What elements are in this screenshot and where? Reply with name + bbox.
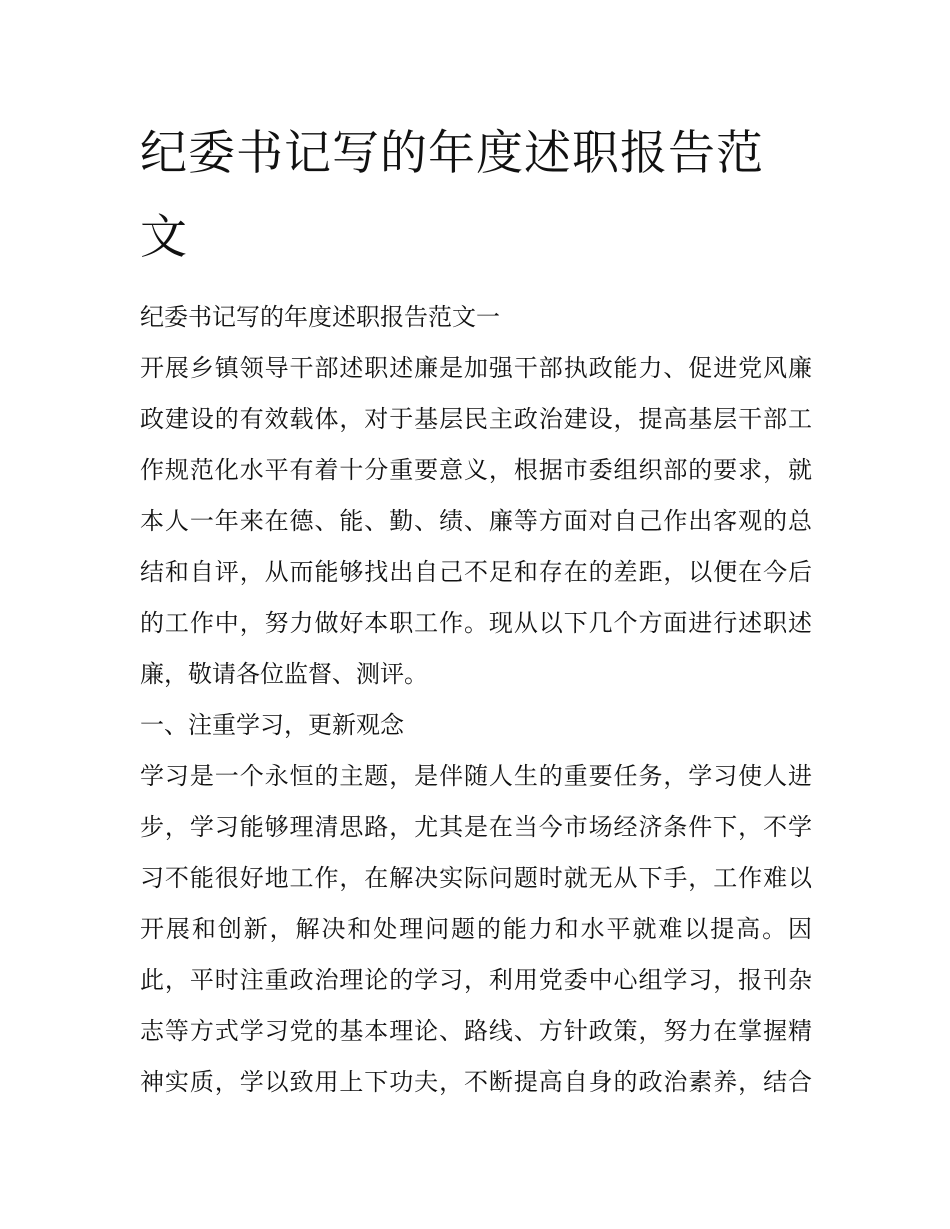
paragraph-line: 步，学习能够理清思路，尤其是在当今市场经济条件下，不学: [140, 813, 812, 841]
paragraph-line: 开展和创新，解决和处理问题的能力和水平就难以提高。因: [140, 915, 812, 943]
paragraph-line: 神实质，学以致用上下功夫，不断提高自身的政治素养，结合: [140, 1068, 812, 1096]
section-heading: 一、注重学习，更新观念: [140, 711, 404, 739]
paragraph-line: 结和自评，从而能够找出自己不足和存在的差距，以便在今后: [140, 558, 812, 586]
title-line: 纪委书记写的年度述职报告范: [140, 126, 764, 181]
document-page: [140, 112, 812, 1108]
paragraph-1: [140, 343, 812, 700]
paragraph-2: [140, 751, 812, 1108]
paragraph-line: 政建设的有效载体，对于基层民主政治建设，提高基层干部工: [140, 405, 812, 433]
paragraph-line: 开展乡镇领导干部述职述廉是加强干部执政能力、促进党风廉: [140, 354, 812, 382]
paragraph-line: 的工作中，努力做好本职工作。现从以下几个方面进行述职述: [140, 609, 812, 637]
paragraph-line: 志等方式学习党的基本理论、路线、方针政策，努力在掌握精: [140, 1017, 812, 1045]
paragraph-line: 本人一年来在德、能、勤、绩、廉等方面对自己作出客观的总: [140, 507, 812, 535]
title-line: 文: [140, 210, 188, 265]
document-subtitle: 纪委书记写的年度述职报告范文一: [140, 303, 500, 331]
paragraph-line: 作规范化水平有着十分重要意义，根据市委组织部的要求，就: [140, 456, 812, 484]
paragraph-line: 习不能很好地工作，在解决实际问题时就无从下手，工作难以: [140, 864, 812, 892]
paragraph-line: 此，平时注重政治理论的学习，利用党委中心组学习，报刊杂: [140, 966, 812, 994]
paragraph-line: 廉，敬请各位监督、测评。: [140, 660, 428, 688]
document-title: [140, 112, 812, 280]
paragraph-line: 学习是一个永恒的主题，是伴随人生的重要任务，学习使人进: [140, 762, 812, 790]
